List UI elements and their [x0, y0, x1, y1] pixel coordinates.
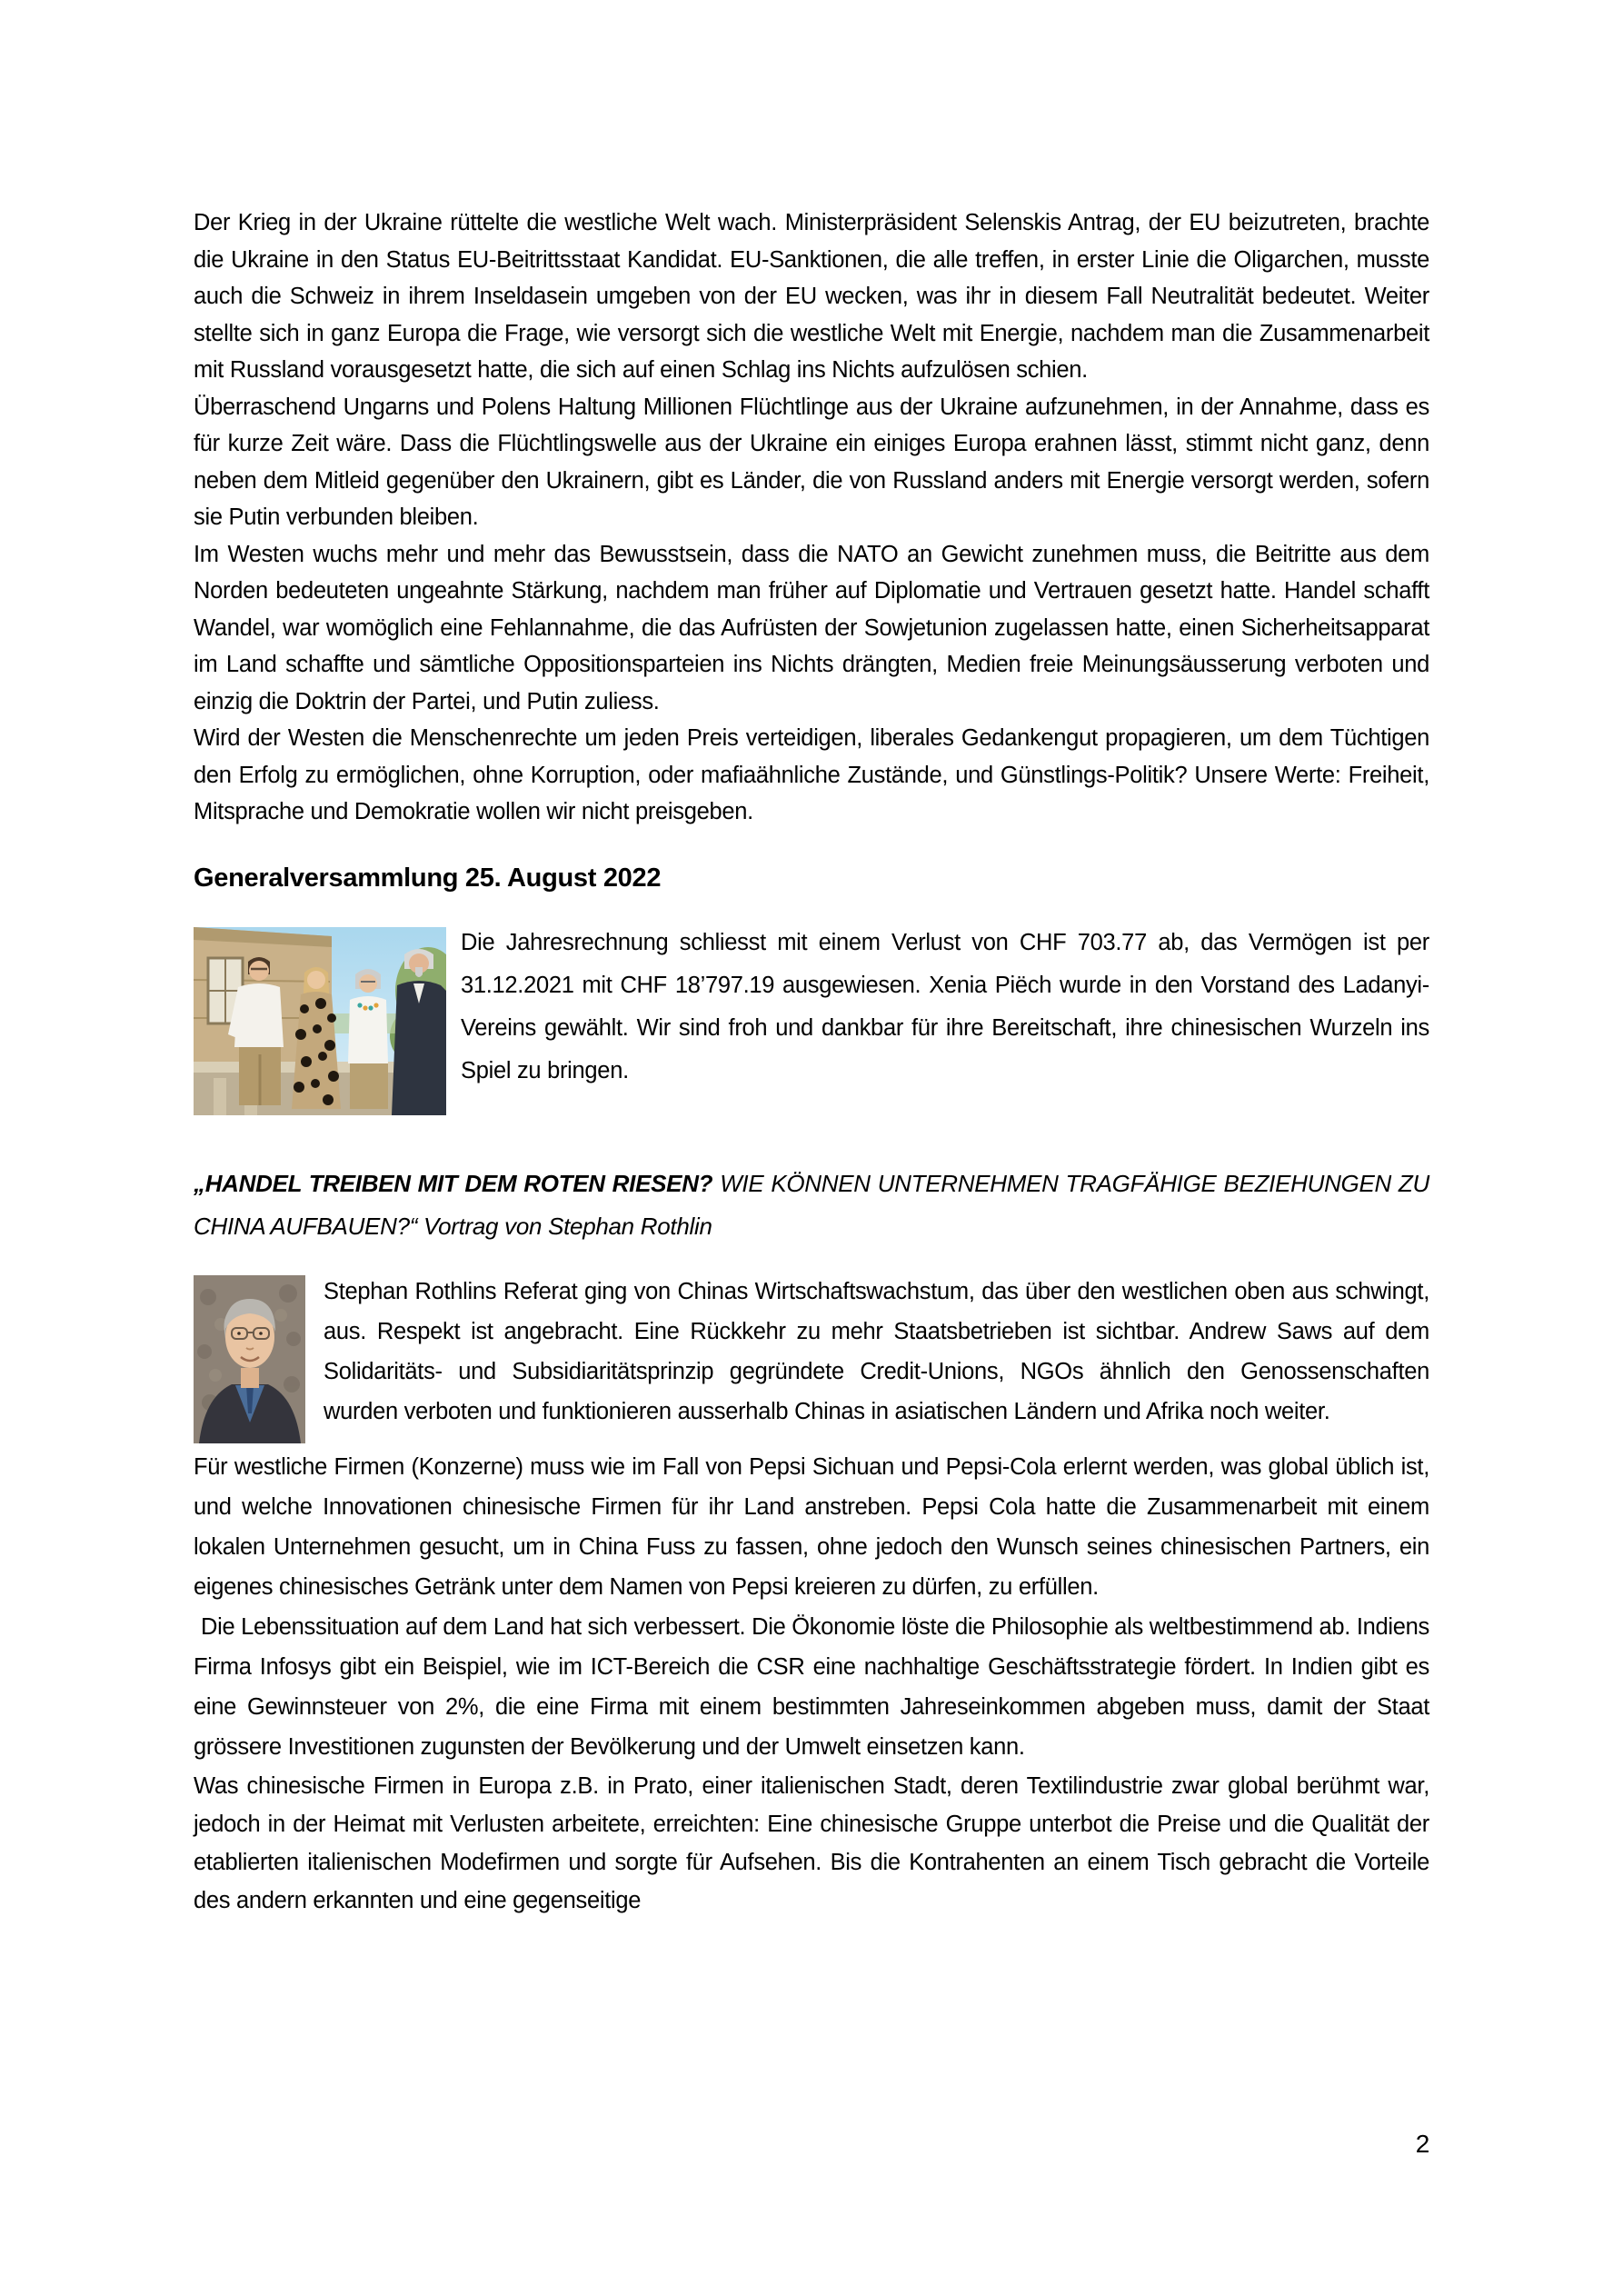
paragraph-ukraine-war: Der Krieg in der Ukraine rüttelte die westliche Welt wach. Ministerpräsident Selenskis Antrag, der EU beizutreten, brachte die Ukraine in den Status EU-Beitrittsstaat Kandidat. EU-Sanktionen, die alle treffen, in erster Linie die Oligarchen, musste auch die Schweiz in ihrem Inseldasein umgeben von der EU wecken, was ihr in diesem Fall Neutralität bedeutet. Weiter stellte sich in ganz Europa die Frage, wie versorgt sich die westliche Welt mit Energie, nachdem man die Zusammenarbeit mit Russland vorausgesetzt hatte, die sich auf einen Schlag ins Nichts aufzulösen schien. — [194, 210, 1429, 383]
talk-title-subquestion: WIE KÖNNEN UNTERNEHMEN TRAGFÄHIGE BEZIEHUNGEN ZU CHINA AUFBAUEN?“ — [194, 1169, 1429, 1240]
talk-title-question: „HANDEL TREIBEN MIT DEM ROTEN RIESEN? — [194, 1169, 713, 1197]
paragraph-annual-accounts: Die Jahresrechnung schliesst mit einem Verlust von CHF 703.77 ab, das Vermögen ist per 31.12.2021 mit CHF 18’797.19 ausgewiesen. Xenia Piëch wurde in den Vorstand des Ladanyi-Vereins gewählt. Wir sind froh und dankbar für ihre Bereitschaft, ihre chinesischen Wurzeln ins Spiel zu bringen. — [461, 929, 1429, 1083]
paragraph-pepsi: Für westliche Firmen (Konzerne) muss wie im Fall von Pepsi Sichuan und Pepsi-Cola erlernt werden, was global üblich ist, und welche Innovationen chinesische Firmen für ihr Land anstreben. Pepsi Cola hatte die Zusammenarbeit mit einem lokalen Unternehmen gesucht, um in China Fuss zu fassen, ohne jedoch den Wunsch seines chinesischen Partners, ein eigenes chinesisches Getränk unter dem Namen von Pepsi kreieren zu dürfen, zu erfüllen. — [194, 1453, 1429, 1600]
paragraph-infosys: Die Lebenssituation auf dem Land hat sich verbessert. Die Ökonomie löste die Philosophie als weltbestimmend ab. Indiens Firma Infosys gibt ein Beispiel, wie im ICT-Bereich die CSR eine nachhaltige Geschäftsstrategie fördert. In Indien gibt es eine Gewinnsteuer von 2%, die eine Firma mit einem bestimmten Jahreseinkommen abgeben muss, damit der Staat grössere Investitionen zugunsten der Bevölkerung und der Umwelt einsetzen kann. — [194, 1613, 1429, 1760]
eye — [237, 1332, 241, 1335]
paragraph-nato: Im Westen wuchs mehr und mehr das Bewusstsein, dass die NATO an Gewicht zunehmen muss, die Beitritte aus dem Norden bedeuteten ungeahnte Stärkung, nachdem man früher auf Diplomatie und Vertrauen gesetzt hatte. Handel schafft Wandel, war womöglich eine Fehlannahme, die das Aufrüsten der Sowjetunion zugelassen hatte, einen Sicherheitsapparat im Land schaffte und sämtliche Oppositionsparteien ins Nichts drängten, Medien freie Meinungsäusserung verboten und einzig die Doktrin der Partei, und Putin zuliess. — [194, 541, 1429, 714]
rothlin-talk-block — [194, 1272, 1429, 1447]
text-column — [194, 205, 1429, 1920]
portrait-photo — [194, 1275, 305, 1443]
eye — [259, 1332, 263, 1335]
page-number: 2 — [1415, 2130, 1429, 2158]
balustrade-post — [214, 1078, 226, 1115]
talk-title — [194, 1163, 1429, 1248]
paragraph-rothlin-talk: Stephan Rothlins Referat ging von Chinas Wirtschaftswachstum, das über den westlichen oben aus schwingt, aus. Respekt ist angebracht. Eine Rückkehr zu mehr Staatsbetrieben ist sichtbar. Andrew Saws auf dem Solidaritäts- und Subsidiaritätsprinzip gegründete Credit-Unions, NGOs ähnlich den Genossenschaften wurden verboten und funktionieren ausserhalb Chinas in asiatischen Ländern und Afrika noch weiter. — [324, 1278, 1429, 1424]
talk-title-byline: Vortrag von Stephan Rothlin — [417, 1212, 712, 1240]
group-photo — [194, 927, 446, 1115]
general-assembly-block — [194, 922, 1429, 1119]
paragraph-refugees: Überraschend Ungarns und Polens Haltung Millionen Flüchtlinge aus der Ukraine aufzunehmen, in der Annahme, dass es für kurze Zeit wäre. Dass die Flüchtlingswelle aus der Ukraine ein einiges Europa erahnen lässt, stimmt nicht ganz, denn neben dem Mitleid gegenüber den Ukrainern, gibt es Länder, die von Russland anders mit Energie versorgt werden, sofern sie Putin verbunden bleiben. — [194, 394, 1429, 530]
neck — [241, 1368, 259, 1388]
paragraph-prato: Was chinesische Firmen in Europa z.B. in Prato, einer italienischen Stadt, deren Textilindustrie zwar global berühmt war, jedoch in der Heimat mit Verlusten arbeitete, erreichten: Eine chinesische Gruppe unterbot die Preise und die Qualität der etablierten italienischen Modefirmen und sorgte für Aufsehen. Bis die Kontrahenten an einem Tisch gebracht die Vorteile des andern erkannten und eine gegenseitige — [194, 1772, 1429, 1913]
heading-general-assembly: Generalversammlung 25. August 2022 — [194, 863, 662, 893]
paragraph-western-values: Wird der Westen die Menschenrechte um jeden Preis verteidigen, liberales Gedankengut propagieren, um dem Tüchtigen den Erfolg zu ermöglichen, ohne Korruption, oder mafiaähnliche Zustände, und Günstlings-Politik? Unsere Werte: Freiheit, Mitsprache und Demokratie wollen wir nicht preisgeben. — [194, 725, 1429, 824]
